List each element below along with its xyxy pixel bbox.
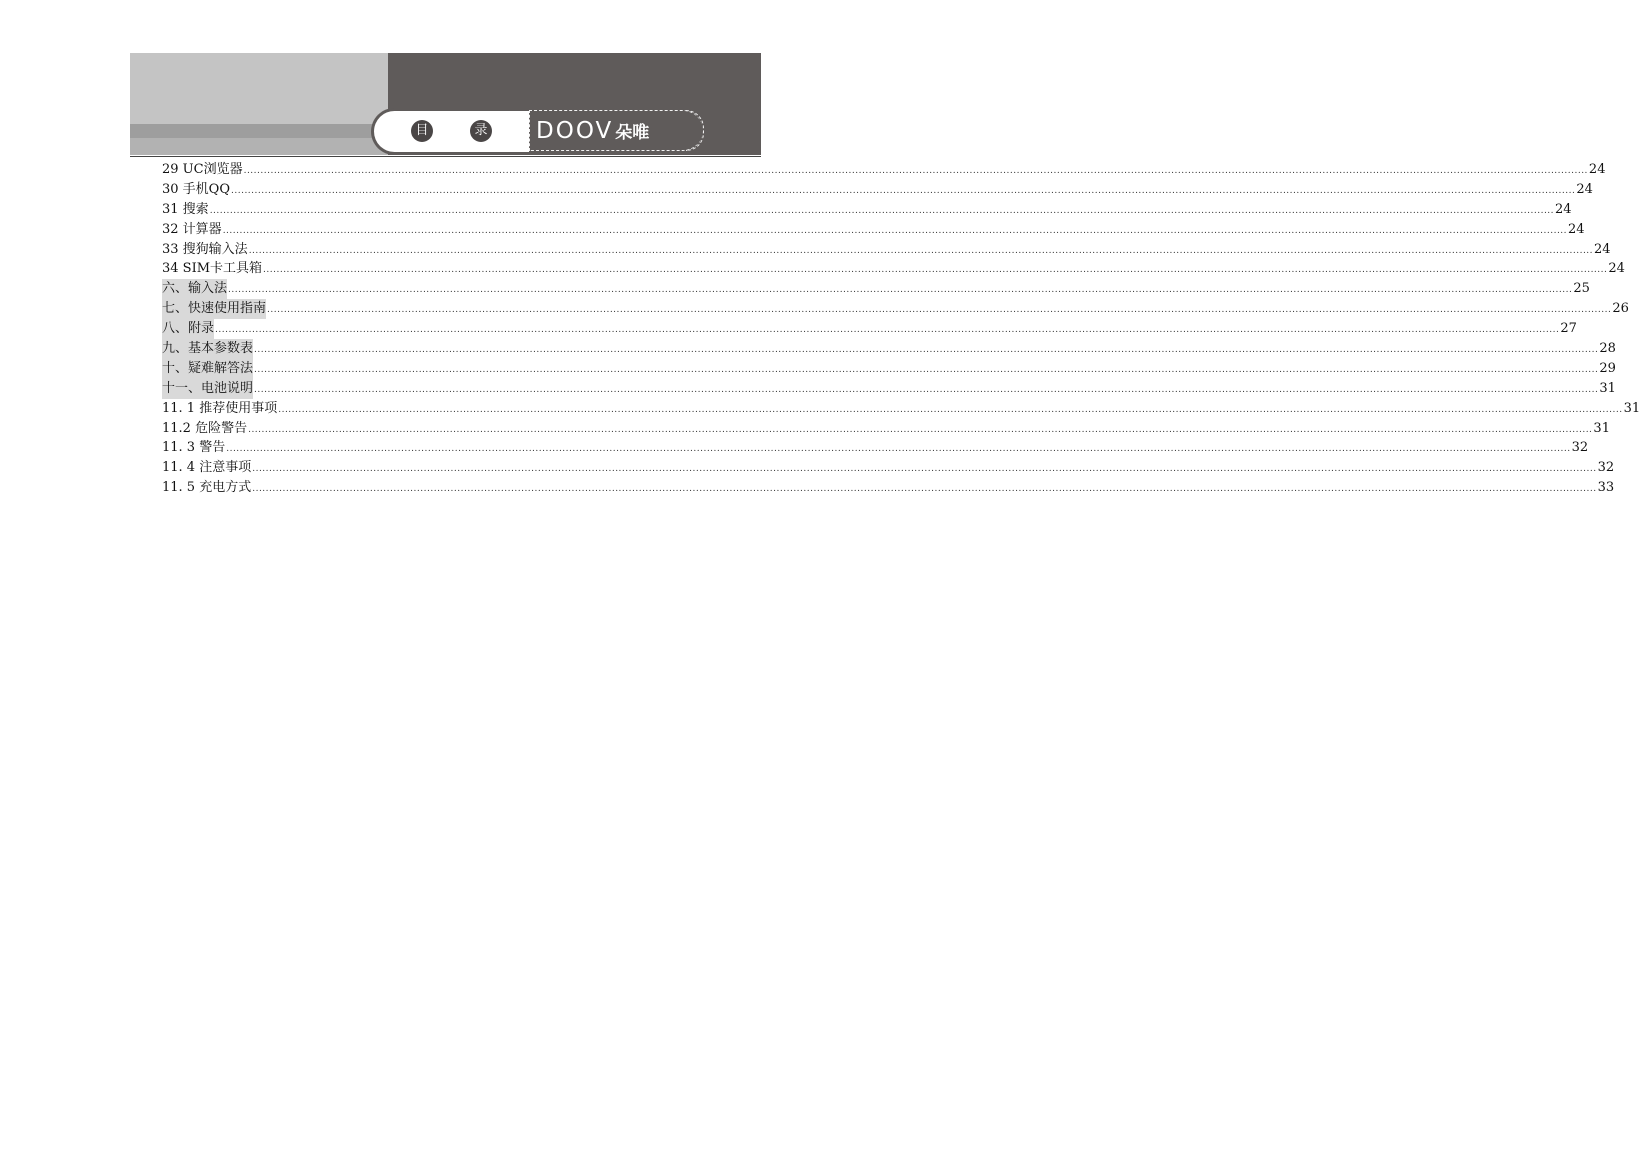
toc-leader-dots: ................................................................................................................................................................................................................................................................................................................................................................................................................ — [254, 345, 1599, 356]
toc-entry[interactable] — [162, 259, 1625, 279]
brand-logo — [536, 117, 649, 145]
toc-leader-dots: ................................................................................................................................................................................................................................................................................................................................................................................................................ — [263, 265, 1608, 276]
toc-entry-page: 33 — [1597, 480, 1615, 496]
toc-entry-page: 32 — [1571, 440, 1589, 456]
toc-entry-page: 32 — [1597, 460, 1615, 476]
title-char-lu: 录 — [470, 120, 492, 142]
toc-entry-title: 七、快速使用指南 — [162, 299, 266, 319]
toc-entry[interactable] — [162, 379, 1616, 399]
toc-entry-title: 九、基本参数表 — [162, 339, 253, 359]
toc-entry[interactable] — [162, 419, 1610, 439]
toc-leader-dots: ................................................................................................................................................................................................................................................................................................................................................................................................................ — [278, 404, 1623, 415]
toc-entry-page: 29 — [1599, 360, 1616, 376]
toc-entry[interactable] — [162, 339, 1616, 359]
toc-leader-dots: ................................................................................................................................................................................................................................................................................................................................................................................................................ — [254, 384, 1599, 395]
toc-entry-title: 30 手机QQ — [162, 181, 230, 197]
toc-entry-title: 29 UC浏览器 — [162, 162, 243, 177]
toc-leader-dots: ................................................................................................................................................................................................................................................................................................................................................................................................................ — [209, 205, 1555, 216]
toc-entry[interactable] — [162, 458, 1615, 478]
toc-entry-page: 31 — [1593, 420, 1610, 436]
toc-entry[interactable] — [162, 478, 1615, 498]
toc-entry[interactable] — [162, 240, 1611, 260]
title-tab — [371, 108, 529, 155]
toc-entry-page: 26 — [1612, 301, 1629, 317]
toc-leader-dots: ................................................................................................................................................................................................................................................................................................................................................................................................................ — [248, 424, 1593, 435]
toc-leader-dots: ................................................................................................................................................................................................................................................................................................................................................................................................................ — [252, 464, 1597, 475]
toc-entry[interactable] — [162, 438, 1589, 458]
toc-entry-title: 33 搜狗输入法 — [162, 241, 248, 257]
toc-leader-dots: ................................................................................................................................................................................................................................................................................................................................................................................................................ — [254, 364, 1599, 375]
toc-entry-page: 24 — [1594, 241, 1611, 257]
header-banner — [130, 53, 761, 155]
toc-entry-page: 24 — [1588, 162, 1606, 177]
toc-leader-dots: ................................................................................................................................................................................................................................................................................................................................................................................................................ — [226, 444, 1571, 455]
toc-entry[interactable] — [162, 200, 1572, 220]
title-char-mu: 目 — [411, 120, 433, 142]
toc-entry-title: 34 SIM卡工具箱 — [162, 261, 263, 277]
toc-entry[interactable] — [162, 299, 1629, 319]
toc-entry-page: 24 — [1568, 221, 1585, 237]
toc-entry-title: 11. 3 警告 — [162, 440, 226, 456]
brand-logo-cn: 朵唯 — [615, 123, 650, 143]
toc-entry-page: 31 — [1623, 400, 1640, 416]
toc-entry-page: 24 — [1608, 261, 1625, 277]
toc-entry[interactable] — [162, 220, 1585, 240]
toc-entry-title: 11. 4 注意事项 — [162, 460, 252, 476]
toc-entry-title: 八、附录 — [162, 319, 214, 339]
toc-entry-title: 11.2 危险警告 — [162, 420, 248, 436]
toc-leader-dots: ................................................................................................................................................................................................................................................................................................................................................................................................................ — [228, 285, 1573, 296]
toc-entry-page: 24 — [1555, 201, 1572, 217]
toc-leader-dots: ................................................................................................................................................................................................................................................................................................................................................................................................................ — [267, 305, 1612, 316]
banner-stripe — [130, 124, 388, 138]
brand-logo-latin: DOOV — [536, 118, 614, 144]
toc-entry-page: 25 — [1573, 281, 1590, 297]
toc-entry[interactable] — [162, 180, 1593, 200]
toc-leader-dots: ................................................................................................................................................................................................................................................................................................................................................................................................................ — [243, 166, 1588, 176]
banner-mid-band — [130, 138, 388, 155]
toc-entry-title: 十一、电池说明 — [162, 379, 253, 399]
toc-entry-title: 六、输入法 — [162, 279, 227, 299]
toc-leader-dots: ................................................................................................................................................................................................................................................................................................................................................................................................................ — [215, 325, 1560, 336]
toc-leader-dots: ................................................................................................................................................................................................................................................................................................................................................................................................................ — [252, 484, 1597, 495]
toc-entry-page: 27 — [1560, 321, 1577, 337]
toc-entry[interactable] — [162, 160, 1606, 180]
toc-entry-page: 28 — [1599, 341, 1616, 357]
toc-leader-dots: ................................................................................................................................................................................................................................................................................................................................................................................................................ — [231, 185, 1576, 196]
toc-entry-title: 32 计算器 — [162, 221, 222, 237]
toc-entry-title: 31 搜索 — [162, 201, 209, 217]
toc-entry-page: 24 — [1576, 181, 1593, 197]
toc-entry[interactable] — [162, 319, 1577, 339]
toc-entry-title: 十、疑难解答法 — [162, 359, 253, 379]
toc-leader-dots: ................................................................................................................................................................................................................................................................................................................................................................................................................ — [222, 225, 1568, 236]
toc-entry[interactable] — [162, 359, 1616, 379]
toc-entry-title: 11. 5 充电方式 — [162, 480, 252, 496]
toc-entry-title: 11. 1 推荐使用事项 — [162, 400, 278, 416]
toc-leader-dots: ................................................................................................................................................................................................................................................................................................................................................................................................................ — [248, 245, 1594, 256]
toc-entry[interactable] — [162, 399, 1640, 419]
table-of-contents — [162, 160, 1640, 498]
toc-entry[interactable] — [162, 279, 1590, 299]
header-rule — [130, 156, 761, 157]
toc-entry-page: 31 — [1599, 380, 1616, 396]
